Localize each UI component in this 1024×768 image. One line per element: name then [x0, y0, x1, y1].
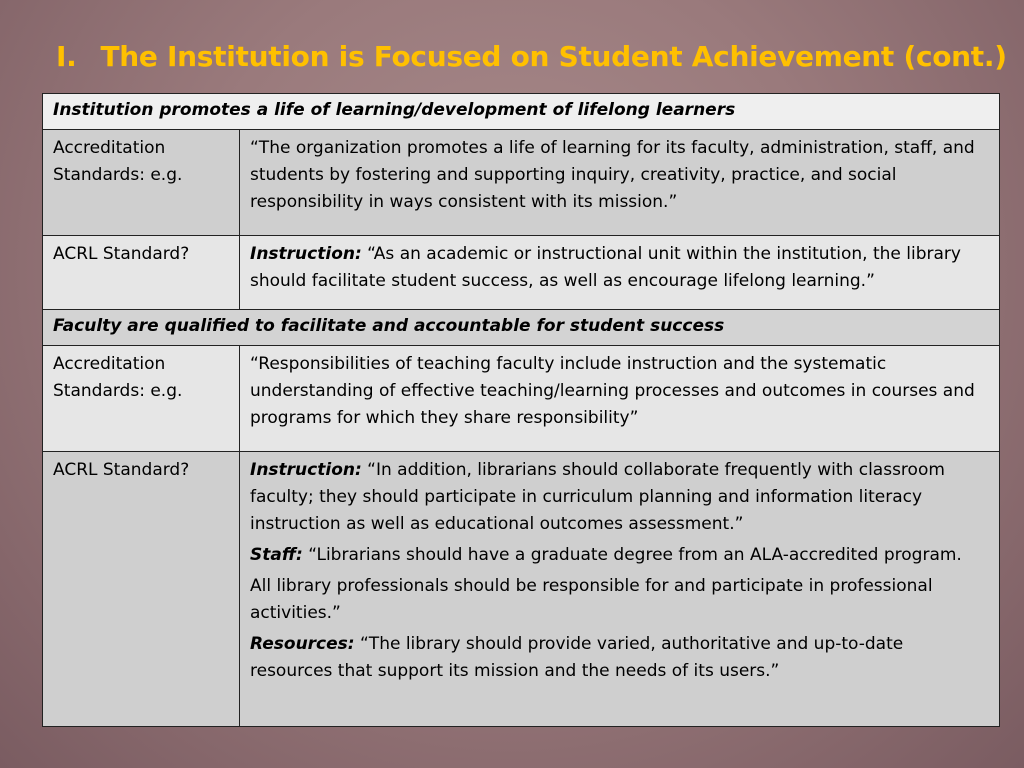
row-text-accreditation: “The organization promotes a life of learning for its faculty, administration, staff, and students by fostering and supporting inquiry, creativity, practice, and social responsibility in ways consistent with its mission.”: [240, 130, 1000, 236]
resources-tag: Resources:: [250, 634, 355, 655]
row-label-acrl: ACRL Standard?: [43, 235, 240, 310]
row-label-acrl: ACRL Standard?: [43, 452, 240, 727]
staff-paragraph: [250, 542, 989, 569]
slide-title: [56, 30, 1007, 82]
row-text-acrl: [240, 235, 1000, 310]
table-row: [43, 452, 1000, 727]
instruction-quote: “In addition, librarians should collaborate frequently with classroom faculty; they should participate in curriculum planning and information literacy instruction as well as educational outcomes assessment.”: [250, 460, 945, 535]
resources-quote: “The library should provide varied, authoritative and up-to-date resources that support its mission and the needs of its users.”: [250, 634, 904, 682]
section-heading-row: [43, 94, 1000, 130]
instruction-tag: Instruction:: [250, 460, 362, 481]
row-label-accreditation: Accreditation Standards: e.g.: [43, 346, 240, 452]
slide-title-text: The Institution is Focused on Student Achievement (cont.): [100, 39, 1007, 73]
staff-quote: “Librarians should have a graduate degree from an ALA-accredited program.: [302, 545, 962, 566]
row-label-accreditation: Accreditation Standards: e.g.: [43, 130, 240, 236]
section-heading-faculty: Faculty are qualified to facilitate and accountable for student success: [43, 310, 1000, 346]
staff-paragraph-continued: All library professionals should be responsible for and participate in professional activities.”: [250, 576, 933, 624]
slide-title-number: I.: [56, 39, 77, 73]
staff-tag: Staff:: [250, 545, 303, 566]
standards-table-container: [42, 93, 1000, 727]
section-heading-row: [43, 310, 1000, 346]
row-text-accreditation: “Responsibilities of teaching faculty include instruction and the systematic understanding of effective teaching/learning processes and outcomes in courses and programs for which they share responsibility”: [240, 346, 1000, 452]
row-text-acrl-multi: [240, 452, 1000, 727]
table-row: [43, 130, 1000, 236]
table-row: [43, 346, 1000, 452]
table-row: [43, 235, 1000, 310]
instruction-tag: Instruction:: [250, 243, 362, 264]
section-heading-lifelong-learning: Institution promotes a life of learning/development of lifelong learners: [43, 94, 1000, 130]
standards-table: [42, 93, 1000, 727]
instruction-paragraph: [250, 457, 989, 538]
resources-paragraph: [250, 631, 989, 685]
instruction-quote: “As an academic or instructional unit within the institution, the library should facilitate student success, as well as encourage lifelong learning.”: [250, 243, 961, 291]
